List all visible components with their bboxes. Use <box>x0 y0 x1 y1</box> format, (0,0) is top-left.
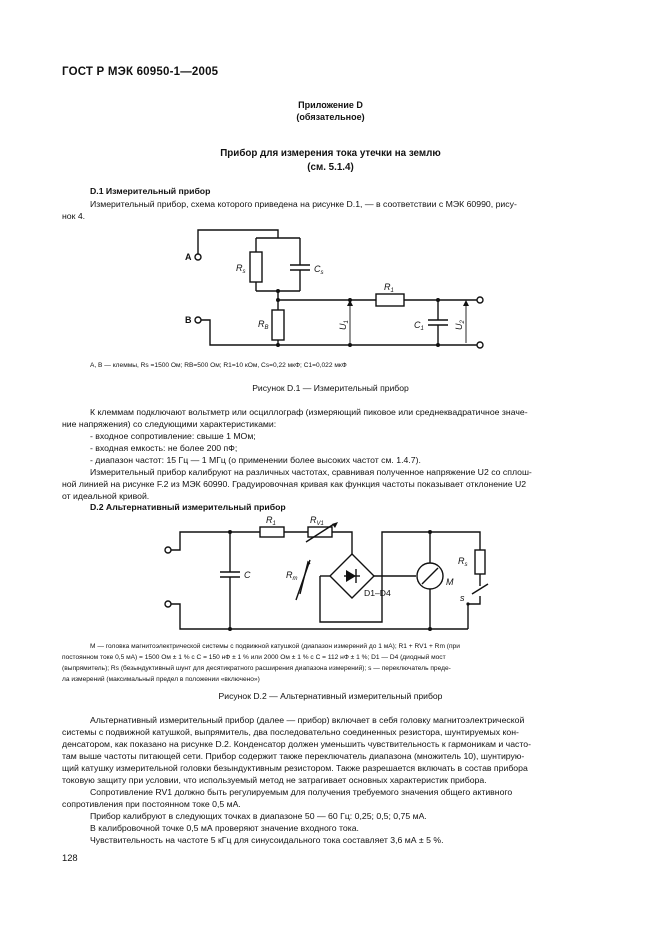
u1-sub: 1 <box>344 320 350 324</box>
svg-text:Rs <box>236 263 246 275</box>
cs-label: C <box>314 264 321 274</box>
svg-text:RV1 <box>310 515 324 527</box>
d2-s-label: s <box>460 593 465 603</box>
figure-d2-legend-line1: M — головка магнитоэлектрической системы с подвижной катушкой (диапазон измерений до 1 мА); R1 + RV1 + Rm (при <box>90 643 460 650</box>
figure-d1-caption: Рисунок D.1 — Измерительный прибор <box>252 383 409 393</box>
section-d2-title: D.2 Альтернативный измерительный прибор <box>90 502 286 512</box>
d2-body-p4: В калибровочной точке 0,5 мА проверяют значение входного тока. <box>90 823 359 833</box>
d2-r1-label: R <box>266 515 273 525</box>
c1-sub: 1 <box>420 326 424 332</box>
d2-r1-sub: 1 <box>272 521 276 527</box>
r1-label: R <box>384 282 391 292</box>
svg-text:Cs <box>314 264 324 276</box>
section-d1-intro-line2: нок 4. <box>62 211 86 221</box>
rs-sub: s <box>242 269 246 275</box>
d1-body-p1-line2: ние напряжения) со следующими характеристиками: <box>62 419 277 429</box>
figure-d2-legend-line2: постоянном токе 0,5 мА) = 1500 Ом ± 1 % с C = 150 нФ ± 1 % или 2000 Ом ± 1 % с C = 112 нФ ± 1 %; D1 — D4 (диодный мост <box>62 654 446 661</box>
terminal-a-label: A <box>185 252 192 262</box>
svg-text:RB <box>258 319 269 331</box>
appendix-heading: Прибор для измерения тока утечки на землю <box>220 148 441 159</box>
figure-d2-legend-line3: (выпрямитель); Rs (безындуктивный шунт для десятикратного расширения диапазона измерений); s — переключатель преде- <box>62 665 451 672</box>
d1-body-p2-line1: Измерительный прибор калибруют на различных частотах, сравнивая полученное напряжение U2 со сплош- <box>90 467 532 477</box>
d2-rm-label: R <box>286 570 293 580</box>
d2-body-p5: Чувствительность на частоте 5 кГц для синусоидального тока составляет 3,6 мА ± 5 %. <box>90 835 444 845</box>
section-d1-title: D.1 Измерительный прибор <box>90 186 211 196</box>
r1-sub: 1 <box>390 288 394 294</box>
rs-label: R <box>236 263 243 273</box>
svg-text:Rm <box>286 570 298 582</box>
figure-d1-circuit <box>170 220 500 354</box>
d1-list-item-2: - входная емкость: не более 200 пФ; <box>90 443 238 453</box>
rb-sub: B <box>264 325 269 331</box>
u2-label: U <box>454 323 464 330</box>
d2-body-p1-line4: там выше частоты питающей сети. Прибор содержит также переключатель диапазона (множитель 10), шунтирую- <box>62 751 525 761</box>
appendix-heading-ref: (см. 5.1.4) <box>307 162 354 173</box>
section-d1-intro-line1: Измерительный прибор, схема которого приведена на рисунке D.1, — в соответствии с МЭК 60990, рису- <box>90 199 517 209</box>
svg-text:C1 <box>414 320 424 332</box>
svg-text:R1 <box>266 515 276 527</box>
d2-body-p1-line6: токовую защиту при условии, что используемый метод не затрагивает основных характеристик прибора. <box>62 775 487 785</box>
svg-text:Rs <box>458 556 468 568</box>
d2-c-label: C <box>244 570 251 580</box>
rb-label: R <box>258 319 265 329</box>
d2-rv1-sub: V1 <box>316 521 324 527</box>
d1-list-item-1: - входное сопротивление: свыше 1 МОм; <box>90 431 256 441</box>
d2-rm-sub: m <box>292 576 298 582</box>
d2-diodes-label: D1–D4 <box>364 588 391 598</box>
d1-body-p2-line3: от идеальной кривой. <box>62 491 150 501</box>
d1-body-p1-line1: К клеммам подключают вольтметр или осциллограф (измеряющий пиковое или среднеквадратичное значе- <box>90 407 528 417</box>
appendix-subtitle: (обязательное) <box>296 112 365 122</box>
svg-text:R1 <box>384 282 394 294</box>
d2-m-label: M <box>446 577 454 587</box>
d2-body-p1-line5: щий катушку измерительной головки безындуктивным резистором. Также разрешается включать в состав прибора <box>62 763 528 773</box>
figure-d2-circuit <box>150 512 500 642</box>
d2-body-p1-line2: системы с подвижной катушкой, выпрямитель, два последовательно соединенных резистора, шунтируемых кон- <box>62 727 519 737</box>
d2-body-p1-line3: денсатором, как показано на рисунке D.2. Конденсатор должен уменьшить чувствительность к гармоникам и часто- <box>62 739 531 749</box>
c1-label: C <box>414 320 421 330</box>
d1-body-p2-line2: ной линией на рисунке F.2 из МЭК 60990. Градуировочная кривая как функция частоты показывает отклонение U2 <box>62 479 527 489</box>
cs-sub: s <box>320 270 324 276</box>
svg-text:U2 <box>454 320 466 331</box>
d2-rv1-label: R <box>310 515 317 525</box>
u2-sub: 2 <box>460 320 466 324</box>
page-number: 128 <box>62 852 78 863</box>
document-header: ГОСТ Р МЭК 60950-1—2005 <box>62 66 219 78</box>
figure-d1-legend: A, B — клеммы, Rs =1500 Ом; RB=500 Ом; R1=10 кОм, Cs=0,22 мкФ; C1=0,022 мкФ <box>90 362 347 369</box>
d2-rs-label: R <box>458 556 465 566</box>
figure-d2-caption: Рисунок D.2 — Альтернативный измерительный прибор <box>218 691 443 701</box>
d1-list-item-3: - диапазон частот: 15 Гц — 1 МГц (о применении более высоких частот см. 1.4.7). <box>90 455 421 465</box>
figure-d2-legend-line4: ла измерений (максимальный предел в положении «включено») <box>62 676 260 683</box>
appendix-title: Приложение D <box>298 100 363 110</box>
terminal-b-label: B <box>185 315 192 325</box>
d2-body-p2-line1: Сопротивление RV1 должно быть регулируемым для получения требуемого значения общего активного <box>90 787 513 797</box>
d2-body-p2-line2: сопротивления при постоянном токе 0,5 мА. <box>62 799 241 809</box>
svg-text:U1 <box>338 320 350 330</box>
d2-body-p3: Прибор калибруют в следующих точках в диапазоне 50 — 60 Гц: 0,25; 0,5; 0,75 мА. <box>90 811 427 821</box>
d2-rs-sub: s <box>464 562 468 568</box>
u1-label: U <box>338 323 348 330</box>
d2-body-p1-line1: Альтернативный измерительный прибор (далее — прибор) включает в себя головку магнитоэлектрической <box>90 715 525 725</box>
